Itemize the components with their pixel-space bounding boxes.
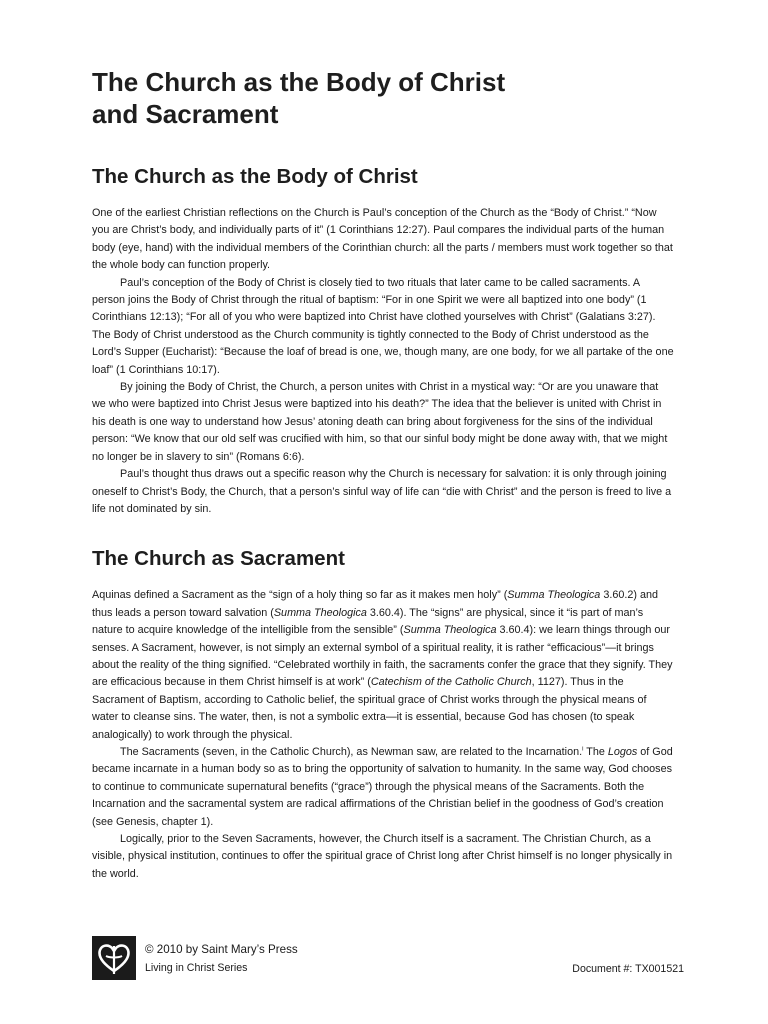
- section-heading-sacrament: The Church as Sacrament: [92, 547, 345, 571]
- page-footer: [92, 936, 684, 986]
- saint-marys-press-logo-icon: [92, 936, 136, 980]
- document-number: Document #: TX001521: [572, 963, 684, 975]
- paragraph: Logically, prior to the Seven Sacraments, however, the Church itself is a sacrament. The Christian Church, as a visible, physical institution, continues to offer the spiritual grace of Christ long after Christ himself is no longer physically in the world.: [92, 833, 673, 880]
- copyright-text: © 2010 by Saint Mary’s Press: [145, 943, 298, 956]
- paragraph: The Sacraments (seven, in the Catholic Church), as Newman saw, are related to the Incarnation.$^i$ The Logos of God became incarnate in a human body so as to bring the opportunity of salvation to humanity. In the same way, God chooses to continue to communicate supernatural benefits (“grace”) through the physical means of the Sacraments. Both the Incarnation and the sacramental system are radical affirmations of the Christian belief in the goodness of God’s creation (see Genesis, chapter 1).: [92, 745, 673, 828]
- paragraph: Paul’s conception of the Body of Christ is closely tied to two rituals that later came to be called sacraments. A person joins the Body of Christ through the ritual of baptism: “For in one Spirit we were all baptized into one body” (1 Corinthians 12:13); “For all of you who were baptized into Christ have clothed yourselves with Christ” (Galatians 3:27). The Body of Christ understood as the Church community is tightly connected to the Body of Christ understood as the Lord’s Supper (Eucharist): “Because the loaf of bread is one, we, though many, are one body, for we all partake of the one loaf” (1 Corinthians 10:17).: [92, 276, 674, 376]
- title-line-1: The Church as the Body of Christ: [92, 67, 506, 97]
- paragraph: Paul’s thought thus draws out a specific reason why the Church is necessary for salvation: it is only through joining oneself to Christ’s Body, the Church, that a person’s sinful way of life can “die with Christ” and the person is freed to live a life not dominated by sin.: [92, 468, 672, 515]
- section-heading-body-of-christ: The Church as the Body of Christ: [92, 165, 418, 188]
- paragraph: By joining the Body of Christ, the Church, a person unites with Christ in a mystical way: “Or are you unaware that we who were baptized into Christ Jesus were baptized into his death?” The idea that the believer is united with Christ in his death is one way to understand how Jesus’ atoning death can bring about forgiveness for the sins of the individual person: “We know that our old self was crucified with him, so that our sinful body might be done away with, that we might no longer be in slavery to sin” (Romans 6:6).: [92, 381, 668, 463]
- endnote-marker[interactable]: i: [582, 746, 584, 753]
- document-body: [92, 66, 674, 883]
- title-line-2: and Sacrament: [92, 99, 279, 129]
- paragraph: Aquinas defined a Sacrament as the “sign of a holy thing so far as it makes men holy” (Summa Theologica 3.60.2) and thus leads a person toward salvation (Summa Theologica 3.60.4). The “signs” are physical, since it “is part of man’s nature to acquire knowledge of the intelligible from the sensible” (Summa Theologica 3.60.4): we learn things through our senses. A Sacrament, however, is not simply an external symbol of a spiritual reality, it is rather “efficacious”—it brings about the reality of the thing signified. “Celebrated worthily in faith, the sacraments confer the grace that they signify. They are efficacious because in them Christ himself is at work” (Catechism of the Catholic Church, 1127). Thus in the Sacrament of Baptism, according to Catholic belief, the spiritual grace of Christ works through the physical means of water to cleanse sins. The water, then, is not a symbolic extra—it is essential, because God has chosen (to speak analogically) to work through the physical.: [92, 589, 673, 741]
- series-name: Living in Christ Series: [145, 962, 248, 974]
- page-title: [92, 66, 674, 130]
- paragraph: One of the earliest Christian reflections on the Church is Paul’s conception of the Church as the “Body of Christ.” “Now you are Christ’s body, and individually parts of it” (1 Corinthians 12:27). Paul compares the individual parts of the human body (eye, hand) with the individual members of the Corinthian church: all the parts / members must work together so that the whole body can function properly.: [92, 207, 673, 272]
